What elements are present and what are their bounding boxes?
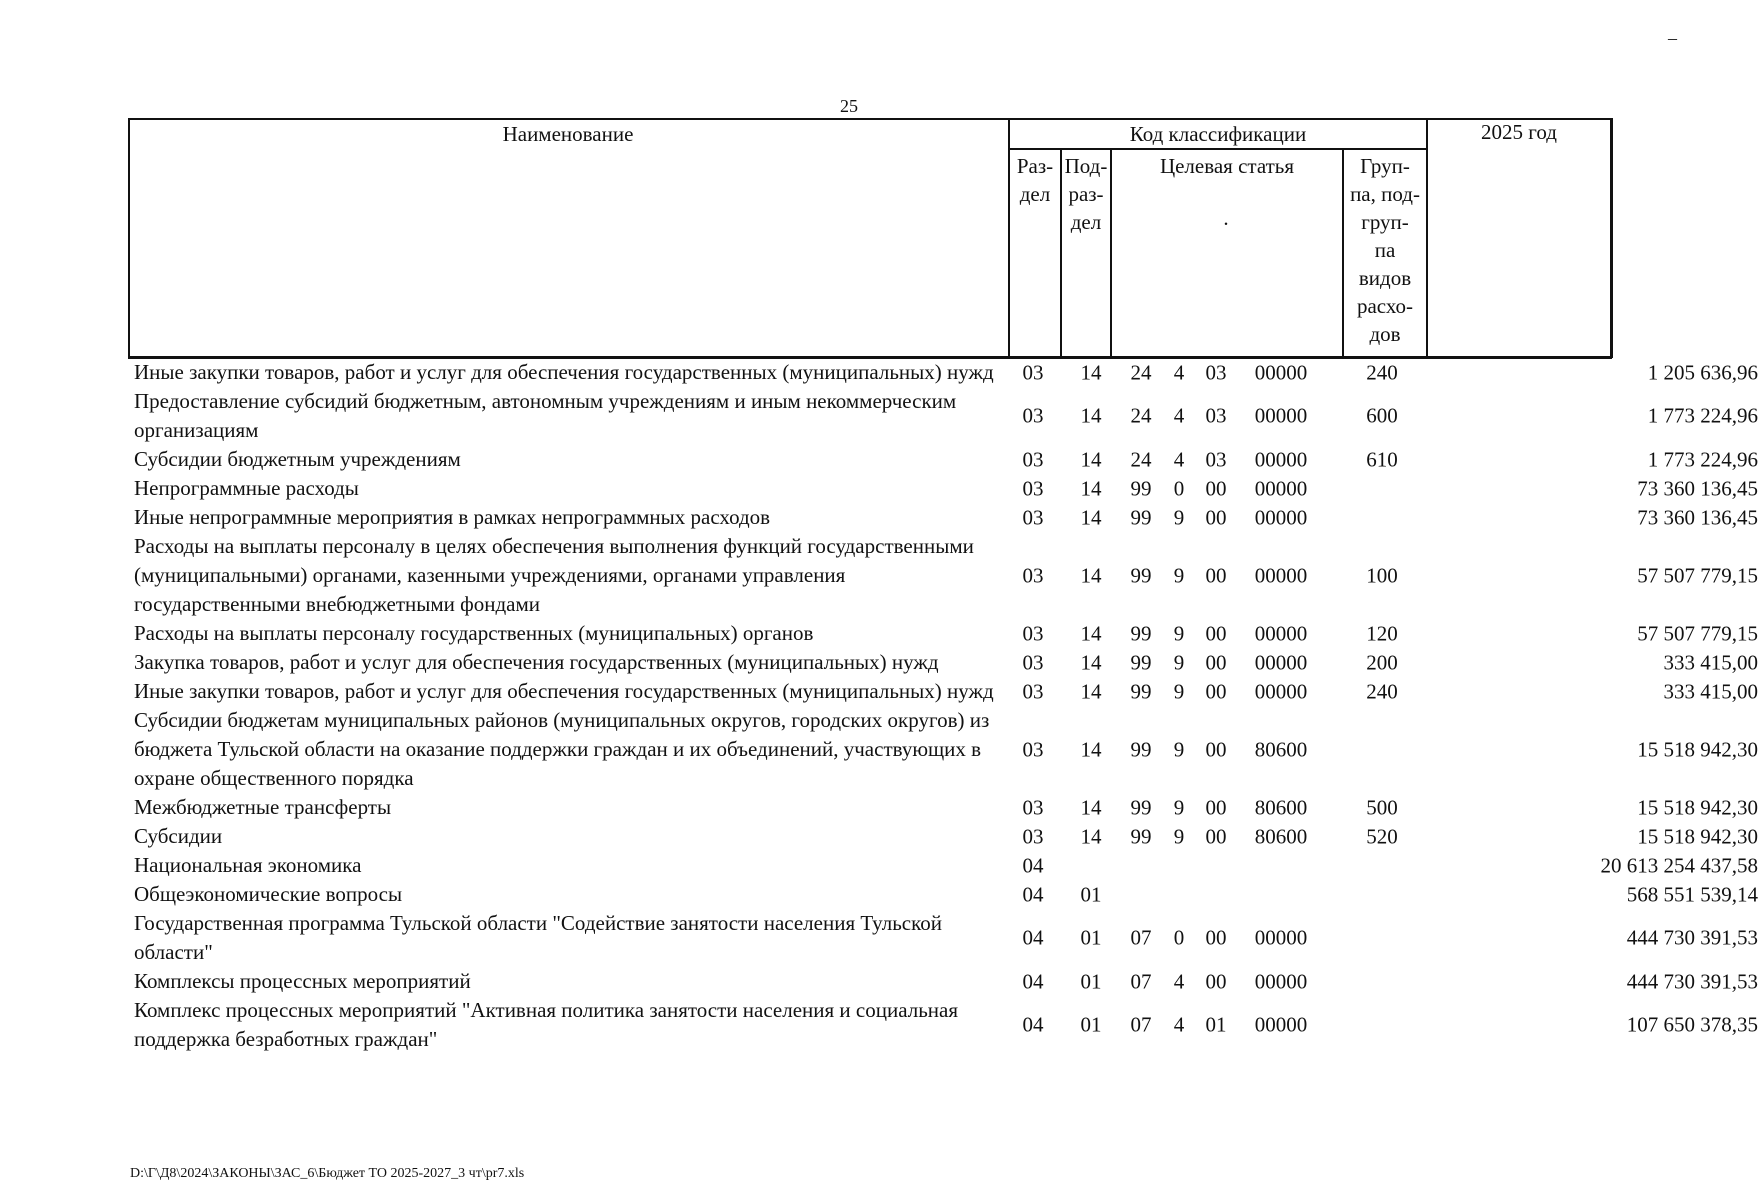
cell-sum: 15 518 942,30 bbox=[1637, 824, 1758, 848]
cell-sum: 107 650 378,35 bbox=[1626, 1012, 1758, 1037]
cell-t3: 00 bbox=[1205, 621, 1227, 645]
cell-t2: 4 bbox=[1173, 447, 1185, 471]
cell-t2: 9 bbox=[1173, 795, 1185, 819]
cell-t4: 00000 bbox=[1254, 925, 1308, 950]
row-name: Иные закупки товаров, работ и услуг для обеспечения государственных (муниципальных) нужд bbox=[134, 360, 994, 384]
cell-t2: 4 bbox=[1173, 360, 1185, 384]
row-name: Расходы на выплаты персоналу государственных (муниципальных) органов bbox=[134, 621, 814, 645]
cell-t1: 99 bbox=[1130, 505, 1152, 529]
cell-t3: 00 bbox=[1205, 476, 1227, 500]
cell-t2: 4 bbox=[1173, 403, 1185, 428]
row-name: Субсидии бюджетным учреждениям bbox=[134, 447, 461, 471]
row-name: Межбюджетные трансферты bbox=[134, 795, 392, 819]
cell-pr: 14 bbox=[1080, 650, 1102, 674]
cell-sum: 15 518 942,30 bbox=[1637, 737, 1758, 761]
cell-t1: 99 bbox=[1130, 621, 1152, 645]
cell-t3: 00 bbox=[1205, 969, 1227, 993]
table-row bbox=[128, 387, 1758, 445]
row-name: Комплексы процессных мероприятий bbox=[134, 969, 471, 993]
cell-t2: 9 bbox=[1173, 563, 1185, 587]
cell-t2: 9 bbox=[1173, 737, 1185, 761]
header-razdel: Раз- дел bbox=[1016, 154, 1054, 206]
cell-rz: 03 bbox=[1022, 679, 1044, 703]
header-target: Целевая статья bbox=[1159, 154, 1295, 178]
cell-t3: 03 bbox=[1205, 447, 1227, 471]
cell-t3: 03 bbox=[1205, 360, 1227, 384]
cell-pr: 01 bbox=[1080, 925, 1102, 950]
cell-gr: 600 bbox=[1366, 403, 1398, 428]
cell-sum: 1 773 224,96 bbox=[1647, 403, 1758, 428]
cell-t4: 80600 bbox=[1254, 737, 1308, 761]
cell-rz: 03 bbox=[1022, 360, 1044, 384]
cell-t4: 00000 bbox=[1254, 447, 1308, 471]
cell-t1: 99 bbox=[1130, 650, 1152, 674]
cell-t2: 4 bbox=[1173, 969, 1185, 993]
header-podrazdel: Под- раз- дел bbox=[1064, 154, 1108, 234]
corner-mark: – bbox=[1668, 28, 1677, 48]
cell-rz: 03 bbox=[1022, 476, 1044, 500]
cell-t4: 80600 bbox=[1254, 824, 1308, 848]
cell-gr: 240 bbox=[1366, 360, 1398, 384]
cell-rz: 04 bbox=[1022, 882, 1044, 906]
cell-t1: 99 bbox=[1130, 795, 1152, 819]
cell-rz: 04 bbox=[1022, 1012, 1044, 1037]
cell-pr: 14 bbox=[1080, 621, 1102, 645]
cell-sum: 57 507 779,15 bbox=[1637, 621, 1758, 645]
table-row bbox=[128, 619, 1758, 648]
cell-t3: 00 bbox=[1205, 925, 1227, 950]
cell-rz: 03 bbox=[1022, 737, 1044, 761]
cell-pr: 14 bbox=[1080, 447, 1102, 471]
cell-rz: 03 bbox=[1022, 824, 1044, 848]
cell-t3: 00 bbox=[1205, 505, 1227, 529]
table-row bbox=[128, 909, 1758, 967]
cell-rz: 03 bbox=[1022, 650, 1044, 674]
cell-sum: 444 730 391,53 bbox=[1626, 925, 1758, 950]
table-row bbox=[128, 822, 1758, 851]
cell-t2: 4 bbox=[1173, 1012, 1185, 1037]
cell-t2: 9 bbox=[1173, 621, 1185, 645]
cell-sum: 333 415,00 bbox=[1663, 679, 1758, 703]
cell-t3: 00 bbox=[1205, 795, 1227, 819]
cell-t2: 0 bbox=[1173, 476, 1185, 500]
cell-gr: 100 bbox=[1366, 563, 1398, 587]
cell-t4: 00000 bbox=[1254, 476, 1308, 500]
cell-sum: 1 205 636,96 bbox=[1647, 360, 1758, 384]
table-row bbox=[128, 474, 1758, 503]
cell-sum: 20 613 254 437,58 bbox=[1600, 853, 1758, 877]
row-name: Субсидии bbox=[134, 824, 223, 848]
cell-pr: 01 bbox=[1080, 1012, 1102, 1037]
header-code: Код классификации bbox=[1129, 122, 1307, 146]
page-number: 25 bbox=[840, 96, 858, 116]
cell-sum: 73 360 136,45 bbox=[1637, 476, 1758, 500]
cell-t1: 07 bbox=[1130, 1012, 1152, 1037]
row-name: Предоставление субсидий бюджетным, автономным учреждениям и иным некоммерческим организациям bbox=[134, 389, 957, 442]
cell-t4: 00000 bbox=[1254, 650, 1308, 674]
cell-sum: 568 551 539,14 bbox=[1626, 882, 1758, 906]
cell-t4: 00000 bbox=[1254, 1012, 1308, 1037]
cell-pr: 14 bbox=[1080, 795, 1102, 819]
cell-sum: 57 507 779,15 bbox=[1637, 563, 1758, 587]
cell-gr: 500 bbox=[1366, 795, 1398, 819]
cell-t1: 99 bbox=[1130, 737, 1152, 761]
cell-t1: 99 bbox=[1130, 563, 1152, 587]
cell-rz: 04 bbox=[1022, 925, 1044, 950]
row-name: Субсидии бюджетам муниципальных районов (муниципальных округов, городских округов) из бюджета Тульской области на оказание поддержки граждан и их объединений, участвующих в охране общественного порядка bbox=[134, 708, 990, 790]
cell-rz: 03 bbox=[1022, 621, 1044, 645]
table-row bbox=[128, 851, 1758, 880]
cell-pr: 01 bbox=[1080, 882, 1102, 906]
cell-rz: 03 bbox=[1022, 795, 1044, 819]
cell-t4: 00000 bbox=[1254, 679, 1308, 703]
table-header bbox=[128, 118, 1612, 358]
cell-t4: 00000 bbox=[1254, 360, 1308, 384]
cell-pr: 14 bbox=[1080, 403, 1102, 428]
cell-t1: 07 bbox=[1130, 969, 1152, 993]
cell-rz: 03 bbox=[1022, 563, 1044, 587]
cell-t3: 00 bbox=[1205, 679, 1227, 703]
table-row bbox=[128, 706, 1758, 793]
cell-t1: 24 bbox=[1130, 447, 1152, 471]
cell-t3: 00 bbox=[1205, 824, 1227, 848]
header-dot: . bbox=[1223, 206, 1229, 230]
row-name: Комплекс процессных мероприятий "Активная политика занятости населения и социальная поддержка безработных граждан" bbox=[134, 998, 958, 1051]
cell-rz: 03 bbox=[1022, 403, 1044, 428]
cell-t3: 03 bbox=[1205, 403, 1227, 428]
row-name: Общеэкономические вопросы bbox=[134, 882, 403, 906]
cell-pr: 14 bbox=[1080, 360, 1102, 384]
cell-gr: 520 bbox=[1366, 824, 1398, 848]
cell-gr: 240 bbox=[1366, 679, 1398, 703]
cell-t3: 00 bbox=[1205, 650, 1227, 674]
row-name: Иные непрограммные мероприятия в рамках непрограммных расходов bbox=[134, 505, 771, 529]
cell-pr: 14 bbox=[1080, 505, 1102, 529]
cell-t3: 00 bbox=[1205, 737, 1227, 761]
table-row bbox=[128, 880, 1758, 909]
cell-t2: 9 bbox=[1173, 650, 1185, 674]
cell-rz: 03 bbox=[1022, 447, 1044, 471]
table-row bbox=[128, 532, 1758, 619]
cell-t2: 9 bbox=[1173, 824, 1185, 848]
cell-pr: 14 bbox=[1080, 476, 1102, 500]
row-name: Национальная экономика bbox=[134, 853, 362, 877]
cell-gr: 610 bbox=[1366, 447, 1398, 471]
cell-t4: 00000 bbox=[1254, 563, 1308, 587]
cell-t2: 9 bbox=[1173, 679, 1185, 703]
row-name: Иные закупки товаров, работ и услуг для обеспечения государственных (муниципальных) нужд bbox=[134, 679, 994, 703]
cell-gr: 200 bbox=[1366, 650, 1398, 674]
table-row bbox=[128, 677, 1758, 706]
footer-file-path: D:\Г\Д8\2024\ЗАКОНЫ\ЗАС_6\Бюджет ТО 2025-2027_3 чт\pr7.xls bbox=[130, 1166, 525, 1181]
cell-t3: 01 bbox=[1205, 1012, 1227, 1037]
cell-t1: 07 bbox=[1130, 925, 1152, 950]
cell-sum: 333 415,00 bbox=[1663, 650, 1758, 674]
table-row bbox=[128, 503, 1758, 532]
cell-t4: 00000 bbox=[1254, 621, 1308, 645]
row-name: Закупка товаров, работ и услуг для обеспечения государственных (муниципальных) нужд bbox=[134, 650, 939, 674]
cell-gr: 120 bbox=[1366, 621, 1398, 645]
row-name: Расходы на выплаты персоналу в целях обеспечения выполнения функций государственными (муниципальными) органами, казенными учреждениями, органами управления государственными внебюджетными фондами bbox=[134, 534, 974, 616]
cell-t4: 00000 bbox=[1254, 505, 1308, 529]
cell-t1: 24 bbox=[1130, 360, 1152, 384]
cell-pr: 01 bbox=[1080, 969, 1102, 993]
cell-t2: 0 bbox=[1173, 925, 1185, 950]
cell-sum: 444 730 391,53 bbox=[1626, 969, 1758, 993]
table-row bbox=[128, 793, 1758, 822]
cell-rz: 03 bbox=[1022, 505, 1044, 529]
header-name: Наименование bbox=[502, 122, 634, 146]
cell-t4: 00000 bbox=[1254, 403, 1308, 428]
header-group: Груп- па, под- груп- па видов расхо- дов bbox=[1350, 154, 1420, 346]
row-name: Государственная программа Тульской области "Содействие занятости населения Тульской области" bbox=[134, 911, 942, 964]
cell-t3: 00 bbox=[1205, 563, 1227, 587]
cell-pr: 14 bbox=[1080, 679, 1102, 703]
cell-t1: 99 bbox=[1130, 679, 1152, 703]
cell-t1: 24 bbox=[1130, 403, 1152, 428]
table-row bbox=[128, 445, 1758, 474]
cell-sum: 15 518 942,30 bbox=[1637, 795, 1758, 819]
cell-t4: 00000 bbox=[1254, 969, 1308, 993]
cell-pr: 14 bbox=[1080, 824, 1102, 848]
cell-rz: 04 bbox=[1022, 853, 1044, 877]
cell-rz: 04 bbox=[1022, 969, 1044, 993]
table-row bbox=[128, 358, 1758, 387]
table-body bbox=[128, 358, 1758, 1054]
cell-sum: 1 773 224,96 bbox=[1647, 447, 1758, 471]
header-year: 2025 год bbox=[1481, 120, 1557, 144]
table-row bbox=[128, 967, 1758, 996]
cell-sum: 73 360 136,45 bbox=[1637, 505, 1758, 529]
cell-t4: 80600 bbox=[1254, 795, 1308, 819]
table-row bbox=[128, 996, 1758, 1054]
cell-pr: 14 bbox=[1080, 737, 1102, 761]
cell-t1: 99 bbox=[1130, 824, 1152, 848]
cell-pr: 14 bbox=[1080, 563, 1102, 587]
cell-t1: 99 bbox=[1130, 476, 1152, 500]
cell-t2: 9 bbox=[1173, 505, 1185, 529]
table-row bbox=[128, 648, 1758, 677]
row-name: Непрограммные расходы bbox=[134, 476, 359, 500]
